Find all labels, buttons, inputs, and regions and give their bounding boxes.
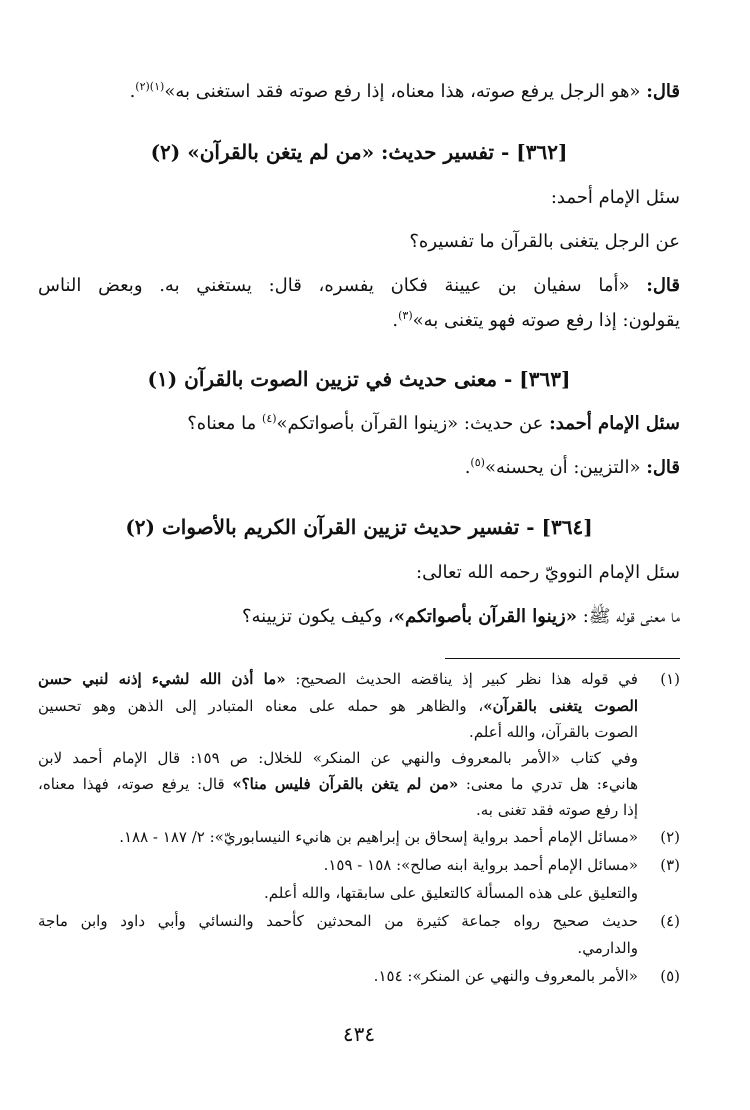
footnote-text: قال: يرفع صوته، فهذا معناه، (38, 775, 225, 793)
footnote-ref[interactable]: (٥) (470, 456, 485, 469)
footnote-1-line-2 (38, 697, 638, 715)
period: . (464, 457, 471, 478)
page-number: ٤٣٤ (342, 1022, 376, 1046)
period: . (129, 81, 136, 102)
footnote-number: (٤) (660, 912, 680, 930)
question-text: عن حديث: «زينوا القرآن بأصواتكم» (276, 413, 544, 434)
quote-text: «هو الرجل يرفع صوته، هذا معناه، إذا رفع صوته فقد استغنى به» (164, 81, 641, 102)
hadith-quote: الصوت يتغنى بالقرآن» (483, 697, 638, 715)
answer-text: «التزيين: أن يحسنه» (484, 457, 641, 478)
qala-label: قال: (646, 275, 680, 296)
footnote-ref[interactable]: (١)(٢) (135, 80, 165, 93)
footnote-divider (445, 658, 680, 659)
footnote-1-line-6: إذا رفع صوته فقد تغنى به. (475, 801, 638, 819)
footnote-1-line-3: الصوت بالقرآن، والله أعلم. (469, 723, 638, 741)
footnote-ref[interactable]: (٣) (398, 309, 413, 322)
heading-364: [٣٦٤] - تفسير حديث تزيين القرآن الكريم بالأصوات (٢) (125, 515, 593, 539)
answer-text: يقولون: إذا رفع صوته فهو يتغنى به» (412, 310, 680, 331)
hadith-quote: «ما أذن الله لشيء إذنه لنبي حسن (38, 670, 286, 688)
footnote-text: ، والظاهر هو حمله على معناه المتبادر إلى الذهن وهو تحسين (38, 697, 484, 715)
hadith-quote: «من لم يتغن بالقرآن فليس منا؟» (232, 775, 459, 793)
footnote-number: (٢) (660, 828, 680, 846)
footnote-3-line-2: والتعليق على هذه المسألة كالتعليق على سابقتها، والله أعلم. (264, 884, 638, 902)
qala-label: قال: (646, 81, 680, 102)
qala-label: قال: (646, 457, 680, 478)
question-intro: سئل الإمام النوويّ رحمه الله تعالى: (416, 562, 680, 583)
hadith-quote: «زينوا القرآن بأصواتكم» (393, 606, 577, 627)
footnote-4-line-1: حديث صحيح رواه جماعة كثيرة من المحدثين كأحمد والنسائي وأبي داود وابن ماجة (38, 912, 638, 930)
answer-text: «أما سفيان بن عيينة فكان يفسره، قال: يستغني به. وبعض الناس (38, 275, 630, 296)
heading-363: [٣٦٣] - معنى حديث في تزيين الصوت بالقرآن (١) (147, 367, 571, 391)
footnote-1-line-1 (38, 670, 638, 688)
footnote-number: (٥) (660, 967, 680, 985)
question-label: سئل الإمام أحمد: (549, 413, 680, 434)
footnote-number: (٣) (660, 856, 680, 874)
question-line (38, 412, 680, 434)
question-text-c: ، وكيف يكون تزيينه؟ (241, 606, 394, 627)
book-page (38, 0, 680, 1110)
question-end: ما معناه؟ (187, 413, 257, 434)
footnote-1-line-4: وفي كتاب «الأمر بالمعروف والنهي عن المنكر» للخلال: ص ١٥٩: قال الإمام أحمد لابن (38, 749, 638, 767)
heading-362: [٣٦٢] - تفسير حديث: «من لم يتغن بالقرآن» (٢) (150, 140, 568, 164)
quote-line (38, 80, 680, 102)
footnote-2: «مسائل الإمام أحمد برواية إسحاق بن إبراهيم بن هانيء النيسابوريّ»: ٢/ ١٨٧ - ١٨٨. (119, 828, 638, 846)
question-intro: سئل الإمام أحمد: (550, 187, 680, 208)
answer-line-2 (38, 309, 680, 331)
footnote-3: «مسائل الإمام أحمد برواية ابنه صالح»: ١٥٨ - ١٥٩. (323, 856, 638, 874)
footnote-4-line-2: والدارمي. (577, 939, 638, 957)
footnote-5: «الأمر بالمعروف والنهي عن المنكر»: ١٥٤. (373, 967, 638, 985)
answer-line-1 (38, 275, 680, 296)
footnote-number: (١) (660, 670, 680, 688)
period: . (392, 310, 399, 331)
footnote-text: هانيء: هل تدري ما معنى: (465, 775, 638, 793)
footnote-text: في قوله هذا نظر كبير إذ يناقضه الحديث الصحيح: (295, 670, 638, 688)
footnote-1-line-5 (38, 775, 638, 793)
question-text-a: ما معنى قوله ﷺ: (582, 606, 680, 627)
question-text (38, 605, 680, 631)
question-text: عن الرجل يتغنى بالقرآن ما تفسيره؟ (409, 231, 680, 252)
footnote-ref[interactable]: (٤) (262, 412, 277, 425)
answer-line (38, 456, 680, 478)
